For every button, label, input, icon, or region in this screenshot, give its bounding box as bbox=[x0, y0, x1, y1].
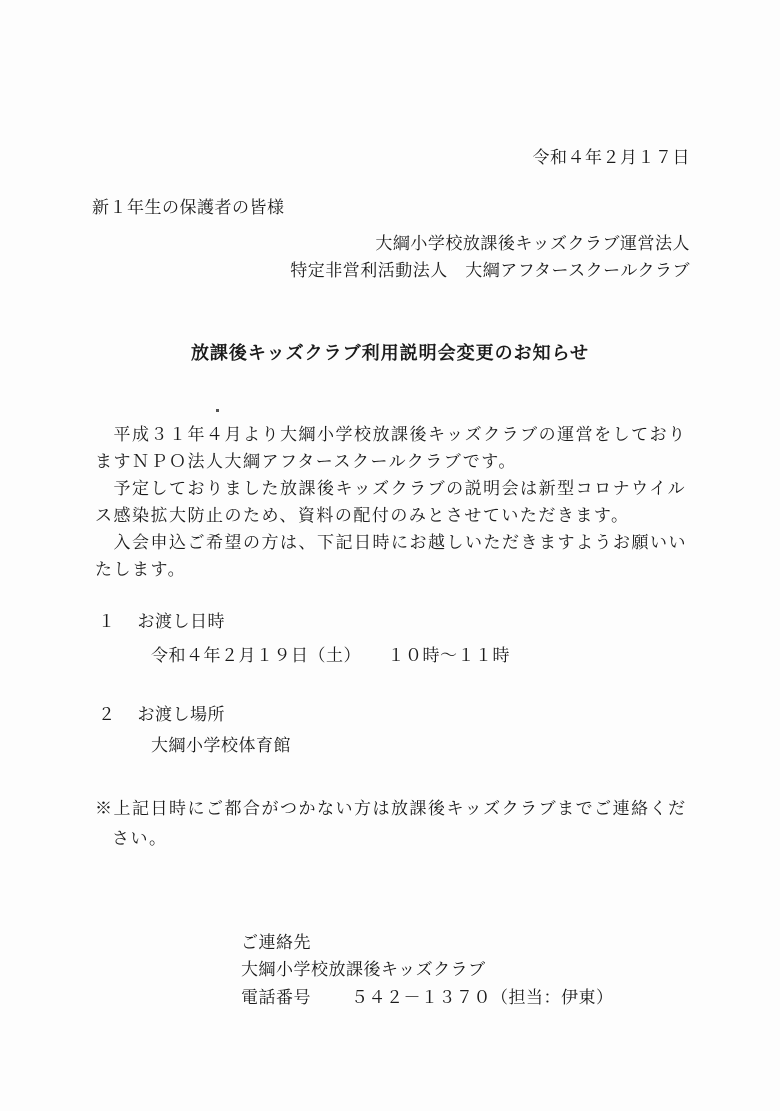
addressee: 新１年生の保護者の皆様 bbox=[92, 198, 285, 218]
body-paragraph-3-line-1: 入会申込ご希望の方は、下記日時にお越しいただきますようお願いい bbox=[95, 533, 687, 553]
body-paragraph-3-line-2: たします。 bbox=[95, 560, 187, 580]
item-1-heading: お渡し日時 bbox=[137, 612, 225, 632]
contact-phone-value: ５４２－１３７０（担当：伊東） bbox=[351, 988, 614, 1008]
body-paragraph-2-line-1: 予定しておりました放課後キッズクラブの説明会は新型コロナウイル bbox=[95, 479, 687, 499]
body-paragraph-1-line-2: ますＮＰＯ法人大綱アフタースクールクラブです。 bbox=[95, 452, 517, 472]
body-paragraph-1-line-1: 平成３１年４月より大綱小学校放課後キッズクラブの運営をしており bbox=[95, 425, 687, 445]
item-1-number: １ bbox=[98, 612, 116, 632]
note-line-2: さい。 bbox=[112, 829, 168, 849]
scan-speck bbox=[216, 409, 219, 412]
body-paragraph-1 bbox=[95, 422, 695, 584]
item-2-heading: お渡し場所 bbox=[137, 705, 225, 725]
body-paragraph-2-line-2: ス感染拡大防止のため、資料の配付のみとさせていただきます。 bbox=[95, 506, 630, 526]
item-2-heading-row bbox=[98, 703, 225, 727]
item-2-number: ２ bbox=[98, 705, 116, 725]
item-1-heading-row bbox=[98, 610, 225, 634]
contact-label: ご連絡先 bbox=[241, 933, 311, 953]
item-1-detail: 令和４年２月１９日（土） １０時～１１時 bbox=[151, 646, 510, 666]
note bbox=[95, 794, 695, 854]
sender-line-1: 大綱小学校放課後キッズクラブ運営法人 bbox=[375, 234, 690, 254]
document-date: 令和４年２月１７日 bbox=[532, 148, 690, 168]
contact-phone-row bbox=[241, 986, 614, 1010]
note-line-1: ※上記日時にご都合がつかない方は放課後キッズクラブまでご連絡くだ bbox=[95, 799, 687, 819]
contact-phone-label: 電話番号 bbox=[241, 988, 311, 1008]
contact-organization: 大綱小学校放課後キッズクラブ bbox=[241, 960, 486, 980]
item-2-detail: 大綱小学校体育館 bbox=[151, 736, 291, 756]
document-title: 放課後キッズクラブ利用説明会変更のお知らせ bbox=[190, 343, 590, 364]
sender-line-2: 特定非営利活動法人 大綱アフタースクールクラブ bbox=[290, 261, 690, 281]
